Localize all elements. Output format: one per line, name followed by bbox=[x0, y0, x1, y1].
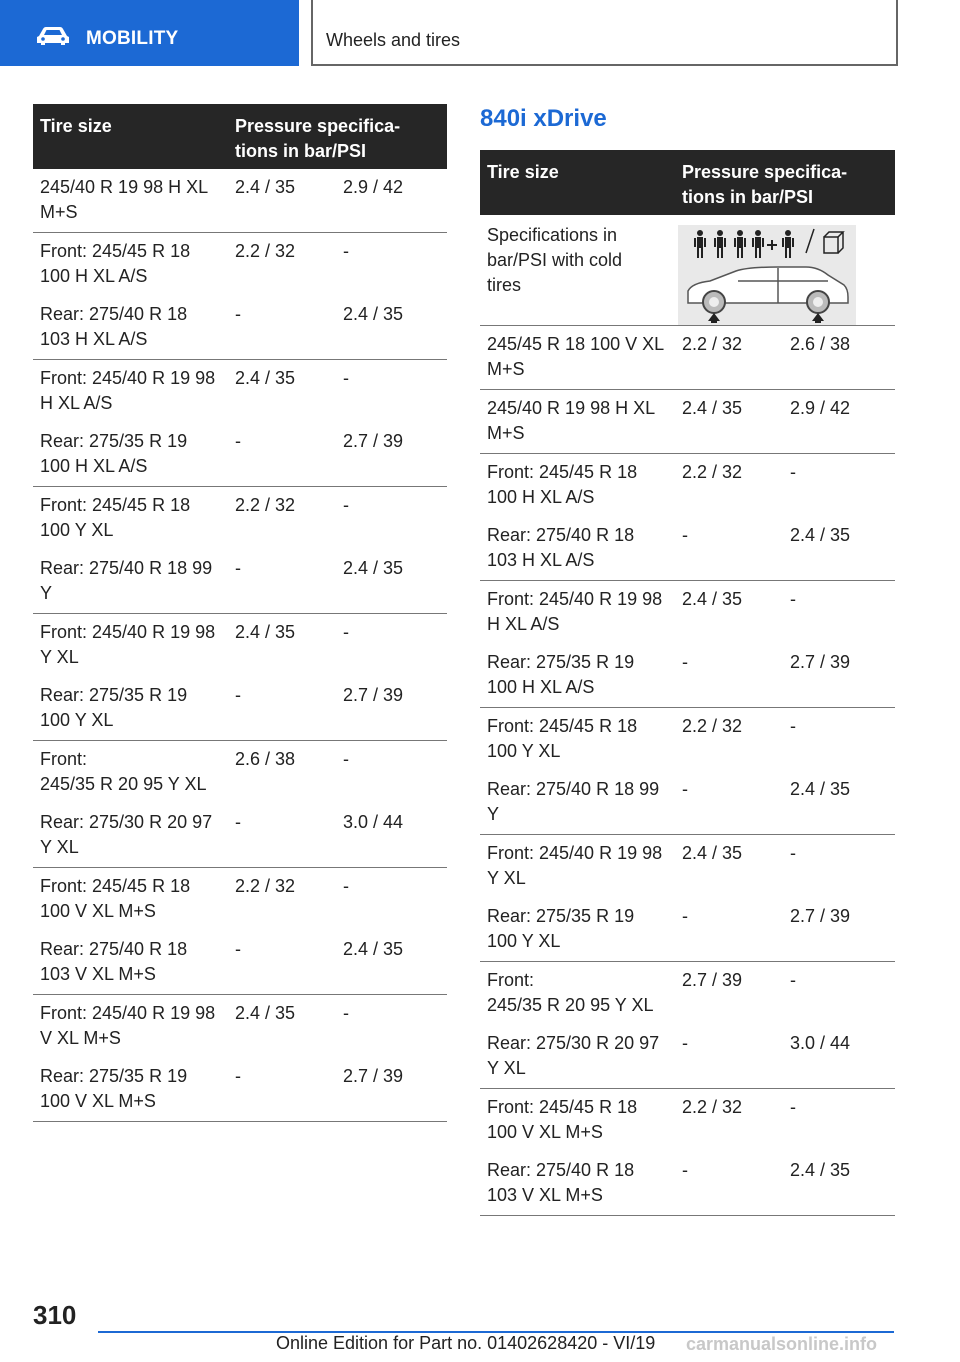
spec-note: Specifications in bar/PSI with cold tires bbox=[480, 215, 675, 326]
tire-size-cell: Front: 245/40 R 19 98 V XL M+S bbox=[40, 1003, 216, 1048]
pressure-normal-cell: - bbox=[675, 771, 783, 835]
table-row bbox=[480, 962, 895, 1026]
pressure-full-load-cell: 2.4 / 35 bbox=[336, 931, 447, 995]
pressure-normal-cell: - bbox=[228, 423, 336, 487]
tire-size-cell: Rear: 275/35 R 19 100 H XL A/S bbox=[480, 644, 675, 708]
table-row bbox=[33, 868, 447, 932]
load-diagram-cell bbox=[675, 215, 895, 326]
pressure-normal-cell: - bbox=[228, 1058, 336, 1122]
table-row bbox=[33, 550, 447, 614]
tire-size-cell: 245/40 R 19 98 H XL M+S bbox=[480, 390, 675, 454]
table-row bbox=[480, 390, 895, 454]
pressure-full-load-cell: - bbox=[790, 716, 796, 736]
pressure-normal-cell: - bbox=[675, 1152, 783, 1216]
table-row bbox=[33, 1058, 447, 1122]
pressure-full-load-cell: 2.6 / 38 bbox=[783, 326, 895, 390]
table-row bbox=[33, 614, 447, 678]
pressure-normal-cell: 2.2 / 32 bbox=[235, 241, 296, 261]
pressure-full-load-cell: 3.0 / 44 bbox=[783, 1025, 895, 1089]
pressure-full-load-cell: 2.7 / 39 bbox=[783, 644, 895, 708]
section-tab-mobility[interactable] bbox=[0, 0, 299, 66]
pressure-normal-cell: 2.4 / 35 bbox=[682, 589, 743, 609]
table-row bbox=[480, 1089, 895, 1153]
pressure-full-load-cell: - bbox=[343, 749, 349, 769]
pressure-normal-cell: - bbox=[228, 677, 336, 741]
table-row bbox=[33, 233, 447, 297]
tire-size-cell: Front: 245/40 R 19 98 H XL A/S bbox=[40, 368, 216, 413]
watermark: carmanualsonline.info bbox=[686, 1334, 878, 1354]
pressure-normal-cell: - bbox=[228, 804, 336, 868]
model-title: 840i xDrive bbox=[480, 105, 607, 132]
pressure-normal-cell: 2.7 / 39 bbox=[682, 970, 743, 990]
table-row bbox=[480, 1025, 895, 1089]
tire-size-cell: Rear: 275/30 R 20 97 Y XL bbox=[480, 1025, 675, 1089]
pressure-normal-cell: 2.2 / 32 bbox=[682, 716, 743, 736]
tire-size-cell: Rear: 275/40 R 18 99 Y bbox=[480, 771, 675, 835]
col-header-tire-size: Tire size bbox=[480, 150, 675, 215]
pressure-full-load-cell: - bbox=[343, 495, 349, 515]
tire-size-cell: Front: 245/45 R 18 100 Y XL bbox=[487, 716, 638, 761]
pressure-full-load-cell: 2.4 / 35 bbox=[336, 296, 447, 360]
pressure-normal-cell: 2.2 / 32 bbox=[235, 495, 296, 515]
table-row bbox=[480, 517, 895, 581]
tire-size-cell: Rear: 275/40 R 18 103 V XL M+S bbox=[33, 931, 228, 995]
right-pressure-table-container bbox=[480, 102, 895, 1216]
pressure-full-load-cell: 2.9 / 42 bbox=[336, 169, 447, 233]
pressure-normal-cell: - bbox=[228, 931, 336, 995]
pressure-normal-cell: 2.4 / 35 bbox=[235, 622, 296, 642]
tire-size-cell: Front: 245/45 R 18 100 V XL M+S bbox=[487, 1097, 638, 1142]
car-icon bbox=[36, 26, 70, 46]
col-header-tire-size: Tire size bbox=[33, 104, 228, 169]
pressure-normal-cell: 2.2 / 32 bbox=[235, 876, 296, 896]
pressure-full-load-cell: 2.7 / 39 bbox=[783, 898, 895, 962]
table-row bbox=[33, 931, 447, 995]
table-row bbox=[33, 741, 447, 805]
right-pressure-table bbox=[480, 150, 895, 1216]
section-label: MOBILITY bbox=[86, 28, 179, 49]
tire-size-cell: 245/40 R 19 98 H XL M+S bbox=[33, 169, 228, 233]
pressure-normal-cell: - bbox=[675, 898, 783, 962]
page-number: 310 bbox=[33, 1300, 77, 1330]
table-row bbox=[33, 423, 447, 487]
tire-size-cell: Rear: 275/35 R 19 100 H XL A/S bbox=[33, 423, 228, 487]
pressure-normal-cell: - bbox=[675, 644, 783, 708]
tire-size-cell: Front: 245/40 R 19 98 Y XL bbox=[487, 843, 663, 888]
chapter-header bbox=[311, 0, 898, 66]
pressure-full-load-cell: - bbox=[343, 876, 349, 896]
table-row bbox=[480, 1152, 895, 1216]
pressure-full-load-cell: - bbox=[343, 1003, 349, 1023]
pressure-full-load-cell: - bbox=[343, 368, 349, 388]
tire-size-cell: Front: 245/45 R 18 100 H XL A/S bbox=[487, 462, 638, 507]
pressure-full-load-cell: 2.4 / 35 bbox=[783, 1152, 895, 1216]
table-row bbox=[33, 169, 447, 233]
pressure-full-load-cell: 3.0 / 44 bbox=[336, 804, 447, 868]
table-row bbox=[480, 898, 895, 962]
pressure-full-load-cell: - bbox=[790, 843, 796, 863]
pressure-normal-cell: 2.4 / 35 bbox=[228, 169, 336, 233]
table-row bbox=[480, 644, 895, 708]
tire-size-cell: Rear: 275/40 R 18 103 H XL A/S bbox=[33, 296, 228, 360]
tire-size-cell: Rear: 275/35 R 19 100 Y XL bbox=[33, 677, 228, 741]
table-header-row bbox=[480, 150, 895, 215]
pressure-full-load-cell: - bbox=[790, 589, 796, 609]
pressure-normal-cell: 2.4 / 35 bbox=[682, 843, 743, 863]
pressure-full-load-cell: 2.4 / 35 bbox=[783, 517, 895, 581]
tire-size-cell: Rear: 275/40 R 18 103 V XL M+S bbox=[480, 1152, 675, 1216]
table-row bbox=[480, 771, 895, 835]
table-row bbox=[480, 708, 895, 772]
tire-size-cell: Rear: 275/30 R 20 97 Y XL bbox=[33, 804, 228, 868]
spec-note-row bbox=[480, 215, 895, 326]
pressure-normal-cell: 2.6 / 38 bbox=[235, 749, 296, 769]
tire-size-cell: Front: 245/45 R 18 100 H XL A/S bbox=[40, 241, 191, 286]
pressure-full-load-cell: 2.4 / 35 bbox=[336, 550, 447, 614]
table-row bbox=[480, 835, 895, 899]
tire-size-cell: Rear: 275/35 R 19 100 V XL M+S bbox=[33, 1058, 228, 1122]
pressure-full-load-cell: - bbox=[790, 1097, 796, 1117]
pressure-normal-cell: 2.4 / 35 bbox=[235, 368, 296, 388]
pressure-full-load-cell: - bbox=[343, 622, 349, 642]
pressure-full-load-cell: 2.9 / 42 bbox=[783, 390, 895, 454]
tire-size-cell: Front: 245/45 R 18 100 V XL M+S bbox=[40, 876, 191, 921]
table-row bbox=[480, 454, 895, 518]
pressure-full-load-cell: - bbox=[343, 241, 349, 261]
tire-size-cell: Front: 245/40 R 19 98 Y XL bbox=[40, 622, 216, 667]
table-row bbox=[480, 326, 895, 390]
pressure-full-load-cell: 2.4 / 35 bbox=[783, 771, 895, 835]
table-header-row bbox=[33, 104, 447, 169]
pressure-normal-cell: 2.2 / 32 bbox=[675, 326, 783, 390]
pressure-normal-cell: 2.2 / 32 bbox=[682, 1097, 743, 1117]
pressure-full-load-cell: 2.7 / 39 bbox=[336, 1058, 447, 1122]
pressure-full-load-cell: - bbox=[790, 970, 796, 990]
occupants-luggage-car-diagram-icon bbox=[678, 225, 856, 325]
pressure-normal-cell: - bbox=[675, 1025, 783, 1089]
tire-size-cell: Rear: 275/40 R 18 103 H XL A/S bbox=[480, 517, 675, 581]
pressure-normal-cell: 2.4 / 35 bbox=[235, 1003, 296, 1023]
left-pressure-table-container bbox=[33, 104, 447, 1122]
col-header-pressure: Pressure specifica- tions in bar/PSI bbox=[675, 150, 895, 215]
table-row bbox=[33, 995, 447, 1059]
table-row bbox=[33, 487, 447, 551]
tire-size-cell: Front: 245/35 R 20 95 Y XL bbox=[487, 970, 654, 1015]
table-row bbox=[33, 296, 447, 360]
tire-size-cell: Rear: 275/40 R 18 99 Y bbox=[33, 550, 228, 614]
chapter-title: Wheels and tires bbox=[326, 30, 461, 50]
pressure-full-load-cell: 2.7 / 39 bbox=[336, 423, 447, 487]
pressure-full-load-cell: - bbox=[790, 462, 796, 482]
col-header-pressure: Pressure specifica- tions in bar/PSI bbox=[228, 104, 447, 169]
pressure-normal-cell: - bbox=[228, 296, 336, 360]
tire-size-cell: Front: 245/45 R 18 100 Y XL bbox=[40, 495, 191, 540]
table-row bbox=[33, 360, 447, 424]
pressure-normal-cell: - bbox=[675, 517, 783, 581]
pressure-normal-cell: 2.4 / 35 bbox=[675, 390, 783, 454]
pressure-normal-cell: 2.2 / 32 bbox=[682, 462, 743, 482]
tire-size-cell: 245/45 R 18 100 V XL M+S bbox=[480, 326, 675, 390]
pressure-full-load-cell: 2.7 / 39 bbox=[336, 677, 447, 741]
table-row bbox=[33, 677, 447, 741]
tire-size-cell: Front: 245/35 R 20 95 Y XL bbox=[40, 749, 207, 794]
tire-size-cell: Rear: 275/35 R 19 100 Y XL bbox=[480, 898, 675, 962]
table-row bbox=[480, 581, 895, 645]
tire-size-cell: Front: 245/40 R 19 98 H XL A/S bbox=[487, 589, 663, 634]
edition-note: Online Edition for Part no. 01402628420 - VI/19 bbox=[276, 1333, 656, 1353]
pressure-normal-cell: - bbox=[228, 550, 336, 614]
table-row bbox=[33, 804, 447, 868]
left-pressure-table bbox=[33, 104, 447, 1122]
